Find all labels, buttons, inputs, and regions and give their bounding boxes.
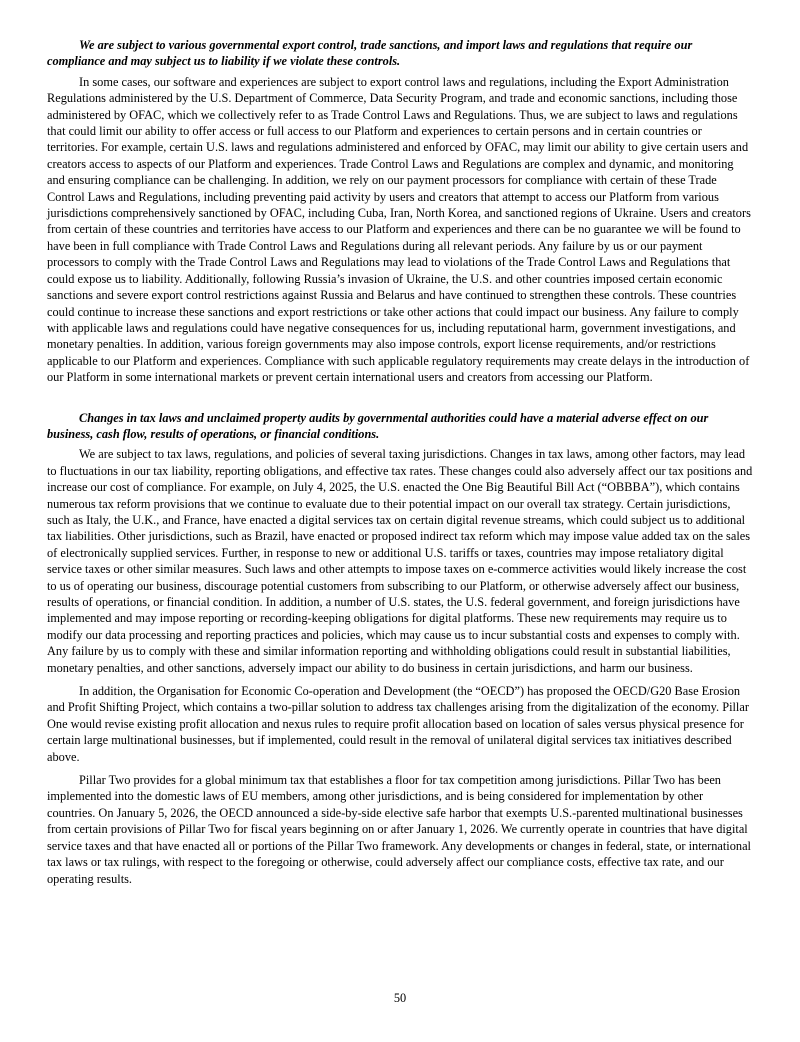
section-heading: We are subject to various governmental export control, trade sanctions, and import laws and regulations that require our compliance and may subject us to liability if we violate these controls. bbox=[47, 38, 693, 69]
document-page bbox=[47, 37, 753, 894]
section-divider bbox=[47, 393, 753, 410]
body-paragraph: We are subject to tax laws, regulations, and policies of several taxing jurisdictions. Changes in tax laws, among other factors, may lead to fluctuations in our tax liability, reporting obligations, and effective tax rates. These changes could also adversely affect our tax positions and increase our cost of compliance. For example, on July 4, 2025, the U.S. enacted the One Big Beautiful Bill Act (“OBBBA”), which contains numerous tax reform provisions that we continue to evaluate due to their potential impact on our overall tax strategy. Certain jurisdictions, such as Italy, the U.K., and France, have enacted a digital services tax on certain digital revenue streams, which could subject us to additional tax liabilities. Other jurisdictions, such as Brazil, have enacted or proposed indirect tax reform which may impose value added tax on the sales of electronically supplied services. Further, in response to new or additional U.S. tariffs or taxes, countries may impose retaliatory digital service taxes or other similar measures. Such laws and other attempts to impose taxes on e-commerce activities would likely increase the cost to us of operating our business, discourage potential customers from subscribing to our Platform, or otherwise adversely affect our business, results of operations, or financial condition. In addition, a number of U.S. states, the U.S. federal government, and foreign jurisdictions have implemented and may impose reporting or recording-keeping obligations for digital platforms. These new requirements may require us to modify our data processing and reporting practices and policies, which may cause us to incur substantial costs and expenses to comply with. Any failure by us to comply with these and similar information reporting and withholding obligations could result in substantial liabilities, monetary penalties, and other sanctions, adversely impact our ability to do business in certain jurisdictions, and harm our business. bbox=[47, 447, 753, 675]
page-number: 50 bbox=[393, 991, 407, 1005]
section-heading: Changes in tax laws and unclaimed property audits by governmental authorities could have a material adverse effect on our business, cash flow, results of operations, or financial conditions. bbox=[47, 410, 709, 441]
section-export-controls bbox=[47, 37, 753, 386]
section-tax-laws bbox=[47, 410, 753, 887]
body-paragraph: In addition, the Organisation for Economic Co-operation and Development (the “OECD”) has proposed the OECD/G20 Base Erosion and Profit Shifting Project, which contains a two-pillar solution to address tax challenges arising from the digitalization of the economy. Pillar One would revise existing profit allocation and nexus rules to require profit allocation based on location of sales versus physical presence for certain large multinational businesses, but if implemented, could result in the removal of unilateral digital services tax initiatives described above. bbox=[47, 684, 749, 764]
body-paragraph: Pillar Two provides for a global minimum tax that establishes a floor for tax competition among jurisdictions. Pillar Two has been implemented into the domestic laws of EU members, among other jurisdictions, and is being considered for implementation by other countries. On January 5, 2026, the OECD announced a side-by-side elective safe harbor that exempts U.S.-parented multinational businesses from certain provisions of Pillar Two for fiscal years beginning on or after January 1, 2026. We currently operate in countries that have digital service taxes and that have enacted all or portions of the Pillar Two framework. Any developments or changes in federal, state, or international tax laws or tax rulings, with respect to the foregoing or otherwise, could adversely affect our compliance costs, effective tax rate, and our operating results. bbox=[47, 773, 751, 886]
body-paragraph: In some cases, our software and experiences are subject to export control laws and regulations, including the Export Administration Regulations administered by the U.S. Department of Commerce, Data Security Program, and trade and economic sanctions, including those administered by OFAC, which we collectively refer to as Trade Control Laws and Regulations. Thus, we are subject to laws and regulations that could limit our ability to offer access or full access to our Platform and experiences to certain persons and in certain countries or territories. For example, certain U.S. laws and regulations administered and enforced by OFAC, may limit our ability to give certain users and creators access to aspects of our Platform and experiences. Trade Control Laws and Regulations are complex and dynamic, and monitoring and ensuring compliance can be challenging. In addition, we rely on our payment processors for compliance with certain of these Trade Control Laws and Regulations, including preventing paid activity by users and creators that attempt to access our Platform from various jurisdictions comprehensively sanctioned by OFAC, including Cuba, Iran, North Korea, and sanctioned regions of Ukraine. Users and creators from certain of these countries and territories have access to our Platform and experiences and there can be no guarantee we will be found to have been in full compliance with Trade Control Laws and Regulations during all relevant periods. Any failure by us or our payment processors to comply with the Trade Control Laws and Regulations may lead to violations of the Trade Control Laws and Regulations that could expose us to liability. Additionally, following Russia’s invasion of Ukraine, the U.S. and other countries imposed certain economic sanctions and severe export control restrictions against Russia and Belarus and have continued to strengthen these controls. These countries could continue to increase these sanctions and export restrictions or take other actions that could impact our business. Any failure to comply with applicable laws and regulations could have negative consequences for us, including reputational harm, government investigations, and monetary penalties. In addition, various foreign governments may also impose controls, export license requirements, and/or restrictions applicable to our Platform and experiences. Compliance with such applicable regulatory requirements may create delays in the introduction of our Platform in some international markets or prevent certain international users and creators from accessing our Platform. bbox=[47, 74, 751, 385]
